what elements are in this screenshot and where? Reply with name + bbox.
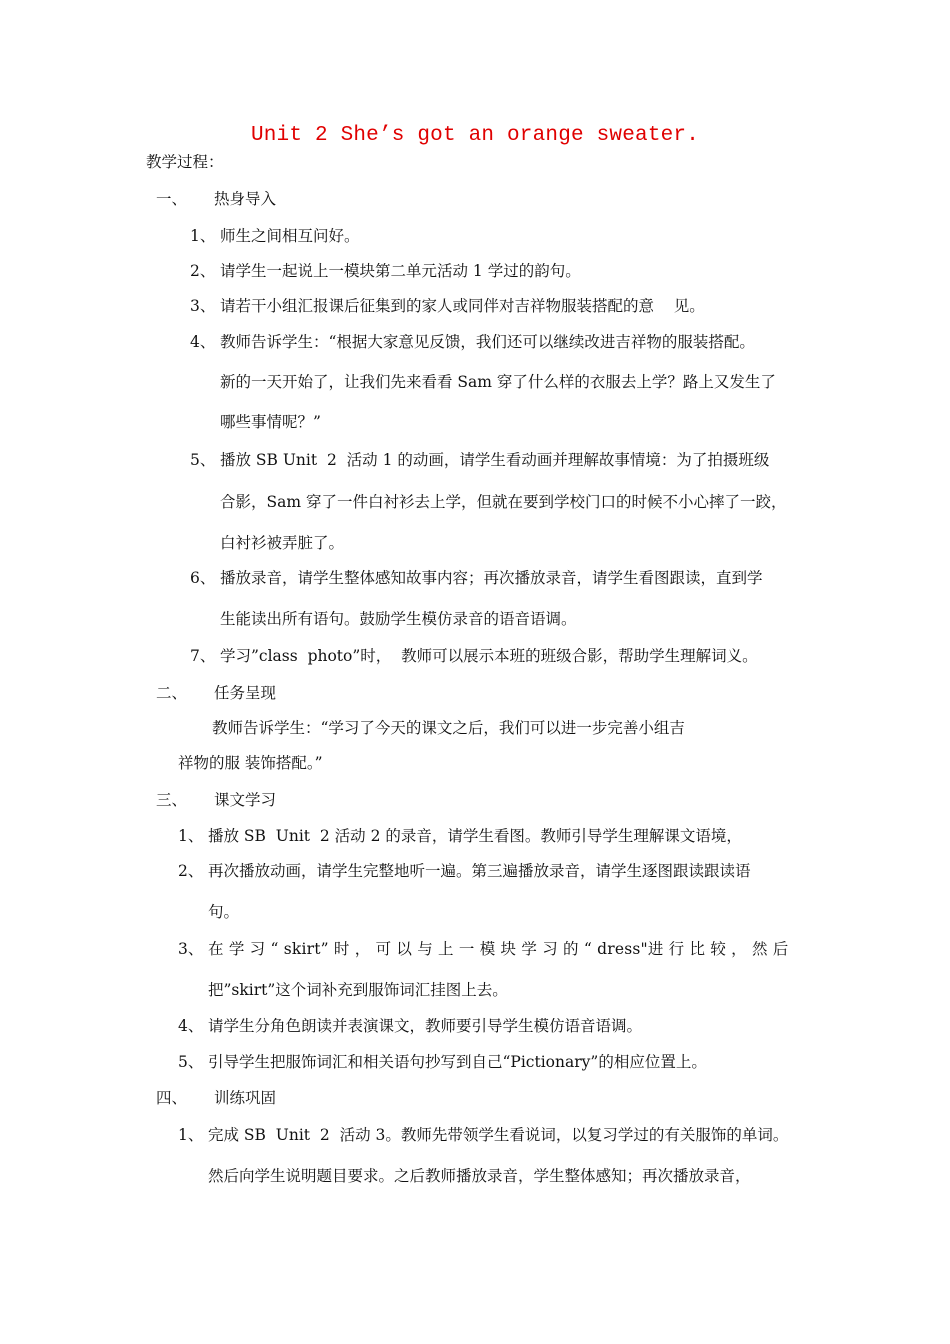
list-item <box>190 226 360 246</box>
item-continuation: 然后向学生说明题目要求。之后教师播放录音，学生整体感知；再次播放录音， <box>208 1167 751 1185</box>
list-item <box>190 568 763 588</box>
page-title: Unit 2 She’s got an orange sweater. <box>250 124 700 147</box>
section-number: 二、 <box>156 684 188 702</box>
list-item <box>178 1052 707 1072</box>
item-text: 再次播放动画，请学生完整地听一遍。第三遍播放录音，请学生逐图跟读跟读语 <box>208 862 751 880</box>
item-number: 4、 <box>178 1017 204 1035</box>
section-heading <box>156 790 276 810</box>
item-text: 教师告诉学生：“根据大家意见反馈，我们还可以继续改进吉祥物的服装搭配。 <box>220 333 755 351</box>
item-number: 1、 <box>178 1126 204 1144</box>
item-text: 播放 SB Unit 2 活动 2 的录音，请学生看图。教师引导学生理解课文语境， <box>208 827 742 845</box>
item-text: 在 学 习 “ skirt” 时 ， 可 以 与 上 一 模 块 学 习 的 “ dress"进 行 比 较 ， 然 后 <box>208 940 789 958</box>
item-text: 学习”class photo”时， 教师可以展示本班的班级合影，帮助学生理解词义。 <box>220 647 758 665</box>
item-continuation: 白衬衫被弄脏了。 <box>220 534 345 552</box>
item-number: 3、 <box>178 940 204 958</box>
item-number: 2、 <box>178 862 204 880</box>
item-continuation: 把”skirt”这个词补充到服饰词汇挂图上去。 <box>208 981 508 999</box>
intro-label: 教学过程： <box>146 153 224 171</box>
section-number: 四、 <box>156 1089 188 1107</box>
paragraph-line: 祥物的服 装饰搭配。” <box>178 754 323 772</box>
list-item <box>178 939 789 959</box>
list-item <box>190 261 581 281</box>
item-number: 3、 <box>190 297 216 315</box>
list-item <box>190 646 758 666</box>
list-item <box>190 450 769 470</box>
section-title: 任务呈现 <box>214 684 277 702</box>
list-item <box>190 296 705 316</box>
item-number: 2、 <box>190 262 216 280</box>
list-item <box>178 1125 788 1145</box>
item-text: 播放 SB Unit 2 活动 1 的动画，请学生看动画并理解故事情境：为了拍摄班级 <box>220 451 770 469</box>
section-number: 一、 <box>156 190 188 208</box>
item-continuation: 新的一天开始了，让我们先来看看 Sam 穿了什么样的衣服去上学？路上又发生了 <box>220 373 776 391</box>
list-item <box>178 1016 642 1036</box>
list-item <box>190 332 755 352</box>
item-text: 请若干小组汇报课后征集到的家人或同伴对吉祥物服装搭配的意 见。 <box>220 297 705 315</box>
section-title: 热身导入 <box>214 190 277 208</box>
item-text: 引导学生把服饰词汇和相关语句抄写到自己“Pictionary”的相应位置上。 <box>208 1053 707 1071</box>
item-text: 师生之间相互问好。 <box>220 227 360 245</box>
item-text: 播放录音，请学生整体感知故事内容；再次播放录音，请学生看图跟读，直到学 <box>220 569 763 587</box>
item-text: 请学生一起说上一模块第二单元活动 1 学过的韵句。 <box>220 262 581 280</box>
item-text: 完成 SB Unit 2 活动 3。教师先带领学生看说词，以复习学过的有关服饰的单词。 <box>208 1126 789 1144</box>
list-item <box>178 861 751 881</box>
item-continuation: 哪些事情呢？” <box>220 413 321 431</box>
item-continuation: 句。 <box>208 903 240 921</box>
item-continuation: 生能读出所有语句。鼓励学生模仿录音的语音语调。 <box>220 610 577 628</box>
list-item <box>178 826 742 846</box>
item-number: 1、 <box>190 227 216 245</box>
section-heading <box>156 683 276 703</box>
item-number: 5、 <box>178 1053 204 1071</box>
item-number: 5、 <box>190 451 216 469</box>
item-continuation: 合影，Sam 穿了一件白衬衫去上学，但就在要到学校门口的时候不小心摔了一跤， <box>220 493 787 511</box>
section-number: 三、 <box>156 791 188 809</box>
item-text: 请学生分角色朗读并表演课文，教师要引导学生模仿语音语调。 <box>208 1017 643 1035</box>
item-number: 6、 <box>190 569 216 587</box>
paragraph-line: 教师告诉学生：“学习了今天的课文之后，我们可以进一步完善小组吉 <box>212 719 685 737</box>
section-heading <box>156 1088 276 1108</box>
item-number: 7、 <box>190 647 216 665</box>
item-number: 4、 <box>190 333 216 351</box>
item-number: 1、 <box>178 827 204 845</box>
section-title: 训练巩固 <box>214 1089 277 1107</box>
section-title: 课文学习 <box>214 791 277 809</box>
section-heading <box>156 189 276 209</box>
